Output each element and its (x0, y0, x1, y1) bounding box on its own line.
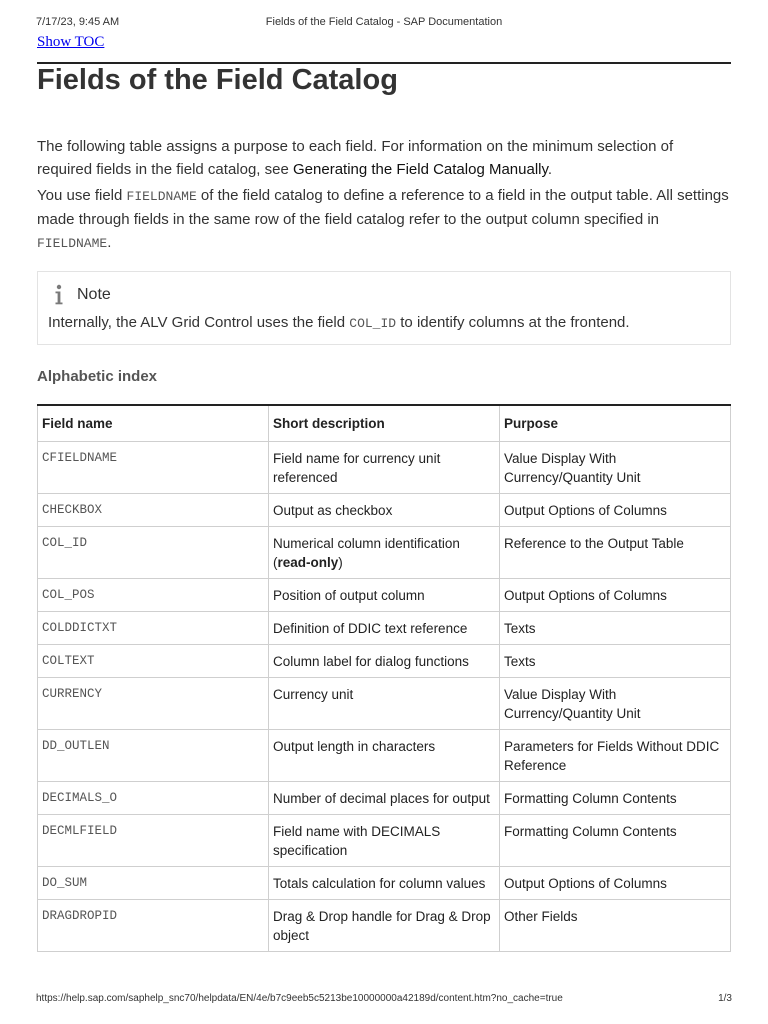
field-name-cell: DO_SUM (38, 867, 269, 900)
note-text-before: Internally, the ALV Grid Control uses the field (48, 314, 350, 331)
print-header (0, 16, 768, 32)
description-cell: Output as checkbox (269, 494, 500, 527)
intro-text: The following table assigns a purpose to each field. For information on the minimum selection of required fields in the field catalog, see (37, 138, 674, 178)
description-cell: Position of output column (269, 579, 500, 612)
description-cell: Field name with DECIMALS specification (269, 815, 500, 867)
purpose-link[interactable]: Parameters for Fields Without DDIC Reference (500, 730, 731, 782)
table-row (38, 645, 731, 678)
intro-text-end: . (547, 161, 553, 178)
field-name-cell: COLTEXT (38, 645, 269, 678)
purpose-link[interactable]: Value Display With Currency/Quantity Unit (500, 442, 731, 494)
fieldname-code-2: FIELDNAME (37, 236, 108, 251)
description-cell: Currency unit (269, 678, 500, 730)
generating-field-catalog-link[interactable]: Generating the Field Catalog Manually (293, 161, 548, 178)
description-cell: Field name for currency unit referenced (269, 442, 500, 494)
field-name-cell: CHECKBOX (38, 494, 269, 527)
description-cell: Totals calculation for column values (269, 867, 500, 900)
header-short-description: Short description (269, 405, 500, 442)
para2-text-1: You use field (37, 187, 127, 204)
purpose-link[interactable]: Formatting Column Contents (500, 782, 731, 815)
note-box (37, 271, 731, 345)
purpose-link[interactable]: Output Options of Columns (500, 494, 731, 527)
purpose-link[interactable]: Texts (500, 612, 731, 645)
field-name-cell: DRAGDROPID (38, 900, 269, 952)
field-name-cell: DD_OUTLEN (38, 730, 269, 782)
table-row (38, 527, 731, 579)
field-name-cell: COL_ID (38, 527, 269, 579)
table-row (38, 815, 731, 867)
alphabetic-index-heading: Alphabetic index (37, 368, 158, 385)
note-text (48, 314, 630, 331)
field-name-cell: COL_POS (38, 579, 269, 612)
description-text: Numerical column identification ( (273, 536, 460, 570)
fieldname-paragraph (37, 184, 731, 255)
info-icon (54, 284, 64, 306)
fieldname-code: FIELDNAME (126, 189, 197, 204)
field-name-cell: CURRENCY (38, 678, 269, 730)
description-cell: Output length in characters (269, 730, 500, 782)
description-cell: Number of decimal places for output (269, 782, 500, 815)
print-datetime: 7/17/23, 9:45 AM (36, 16, 120, 28)
purpose-link[interactable]: Reference to the Output Table (500, 527, 731, 579)
read-only-label: read-only (277, 555, 339, 570)
table-row (38, 612, 731, 645)
table-row (38, 494, 731, 527)
table-row (38, 579, 731, 612)
note-title: Note (77, 286, 111, 303)
table-row (38, 782, 731, 815)
description-cell (269, 527, 500, 579)
para2-text-3: . (107, 234, 112, 251)
page-title: Fields of the Field Catalog (37, 64, 398, 96)
show-toc-link[interactable]: Show TOC (37, 34, 105, 50)
col-id-code: COL_ID (349, 316, 397, 331)
table-row (38, 678, 731, 730)
header-field-name: Field name (38, 405, 269, 442)
purpose-link[interactable]: Value Display With Currency/Quantity Unit (500, 678, 731, 730)
header-purpose: Purpose (500, 405, 731, 442)
description-cell: Definition of DDIC text reference (269, 612, 500, 645)
purpose-link[interactable]: Texts (500, 645, 731, 678)
purpose-link[interactable]: Output Options of Columns (500, 579, 731, 612)
description-cell: Column label for dialog functions (269, 645, 500, 678)
page-number: 1/3 (718, 993, 732, 1004)
note-text-after: to identify columns at the frontend. (396, 314, 630, 331)
field-name-cell: CFIELDNAME (38, 442, 269, 494)
description-cell: Drag & Drop handle for Drag & Drop object (269, 900, 500, 952)
field-name-cell: COLDDICTXT (38, 612, 269, 645)
field-name-cell: DECIMALS_O (38, 782, 269, 815)
table-row (38, 867, 731, 900)
table-header-row (38, 405, 731, 442)
page-url: https://help.sap.com/saphelp_snc70/helpdata/EN/4e/b7c9eeb5c5213be10000000a42189d/content.htm?no_cache=true (36, 993, 563, 1004)
purpose-link[interactable]: Output Options of Columns (500, 867, 731, 900)
print-doc-title: Fields of the Field Catalog - SAP Documentation (265, 16, 503, 28)
print-footer (0, 993, 768, 1007)
field-name-cell: DECMLFIELD (38, 815, 269, 867)
description-text-end: ) (338, 555, 343, 570)
para2-text-2: of the field catalog to define a reference to a field in the output table. All settings made through fields in the same row of the field catalog refer to the output column specified in (37, 187, 729, 228)
intro-paragraph (37, 135, 731, 181)
table-row (38, 442, 731, 494)
table-row (38, 730, 731, 782)
table-row (38, 900, 731, 952)
purpose-link[interactable]: Formatting Column Contents (500, 815, 731, 867)
purpose-link[interactable]: Other Fields (500, 900, 731, 952)
field-catalog-table (37, 404, 731, 952)
